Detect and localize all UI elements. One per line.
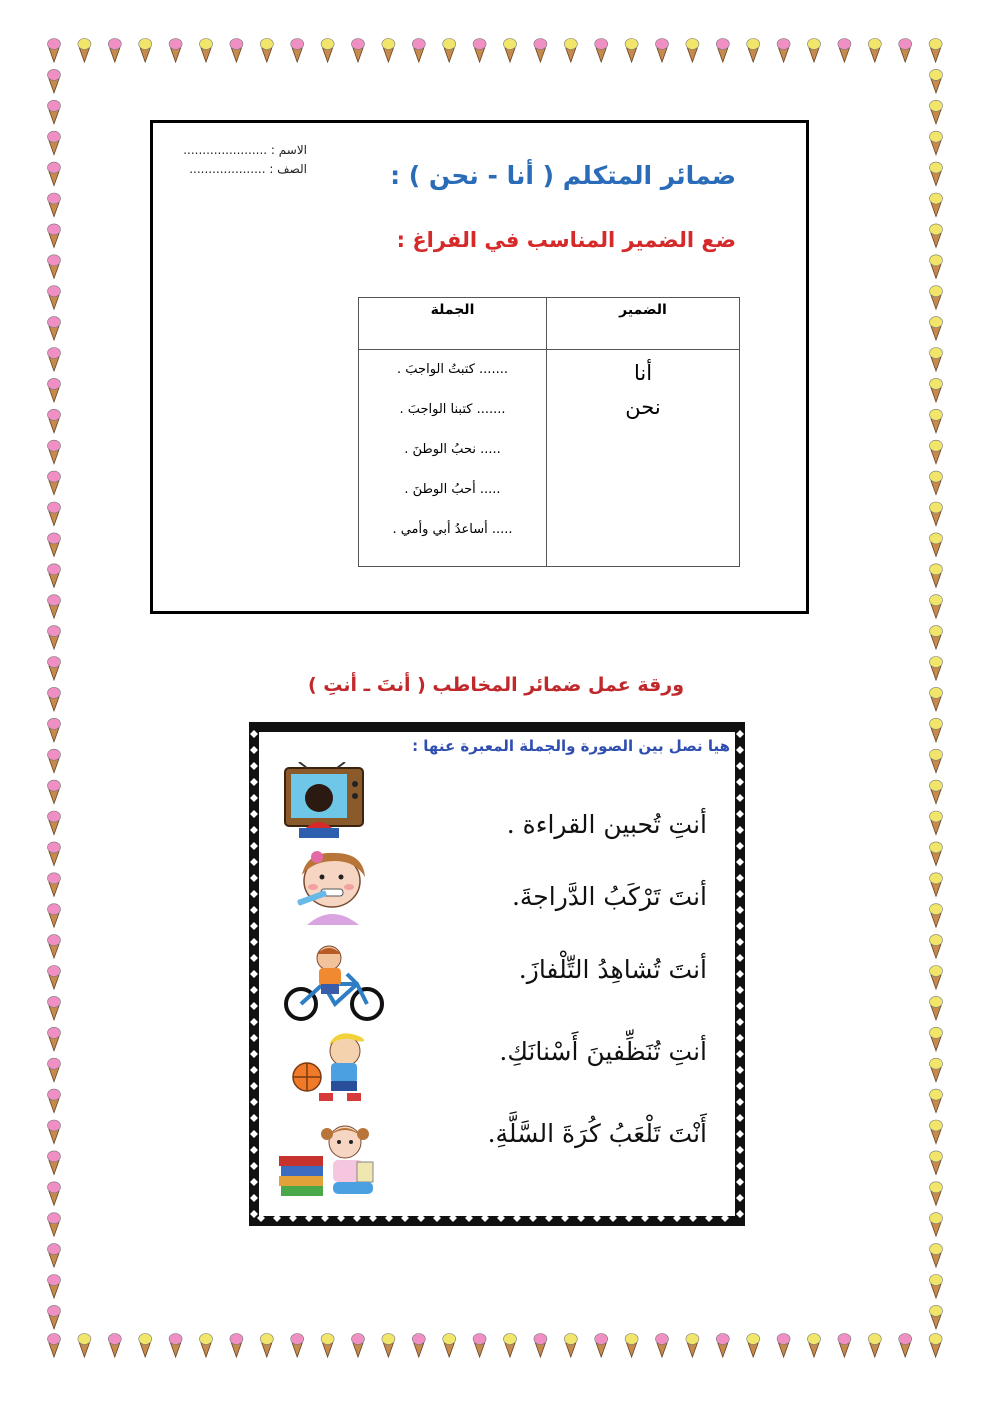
ice-cream-cone-icon	[48, 1275, 61, 1299]
ice-cream-cone-icon	[48, 255, 61, 279]
bicycle-picture	[277, 944, 392, 1022]
ice-cream-cone-icon	[716, 39, 729, 63]
ice-cream-cone-icon	[929, 1334, 942, 1358]
ice-cream-cone-icon	[930, 780, 943, 804]
ice-cream-cone-icon	[930, 255, 943, 279]
ice-cream-cone-icon	[48, 1058, 61, 1082]
ice-cream-cone-icon	[78, 39, 91, 63]
ice-cream-cone-icon	[930, 100, 943, 124]
fill-sentence: ..... نحبُ الوطنَ .	[404, 442, 501, 457]
ice-cream-cone-icon	[48, 471, 61, 495]
ice-cream-cone-icon	[930, 348, 943, 372]
ice-cream-cone-icon	[48, 1305, 61, 1329]
ice-cream-cone-icon	[260, 39, 273, 63]
ice-cream-cone-icon	[352, 39, 365, 63]
ice-cream-cone-icon	[48, 162, 61, 186]
class-field-label: الصف : ....................	[189, 162, 307, 176]
ice-cream-cone-icon	[930, 935, 943, 959]
table-body-row	[359, 350, 740, 567]
ice-cream-cone-icon	[930, 378, 943, 402]
ice-cream-cone-icon	[716, 1334, 729, 1358]
ice-cream-cone-icon	[48, 533, 61, 557]
ice-cream-cone-icon	[48, 100, 61, 124]
ice-cream-cone-icon	[321, 39, 334, 63]
ice-cream-cone-icon	[686, 39, 699, 63]
sentence-column-header: الجملة	[359, 298, 547, 350]
ice-cream-cone-icon	[808, 39, 821, 63]
ice-cream-cone-icon	[48, 966, 61, 990]
ice-cream-cone-icon	[930, 626, 943, 650]
student-info	[167, 141, 307, 179]
ice-cream-cone-icon	[504, 39, 517, 63]
name-field-label: الاسم : ......................	[183, 143, 307, 157]
ice-cream-cone-icon	[625, 1334, 638, 1358]
ice-cream-cone-icon	[930, 440, 943, 464]
ice-cream-cone-icon	[838, 1334, 851, 1358]
basketball-picture	[277, 1027, 392, 1105]
ice-cream-cone-icon	[48, 564, 61, 588]
ice-cream-cone-icon	[930, 842, 943, 866]
ice-cream-cone-icon	[930, 811, 943, 835]
worksheet2-title: ورقة عمل ضمائر المخاطب ( أنتَ ـ أنتِ )	[307, 674, 685, 696]
ice-cream-cone-icon	[808, 1334, 821, 1358]
ice-cream-cone-icon	[899, 39, 912, 63]
fill-sentence: ..... أحبُ الوطنَ .	[404, 482, 501, 497]
ice-cream-cone-icon	[534, 39, 547, 63]
worksheet1-instruction: ضع الضمير المناسب في الفراغ :	[396, 228, 736, 252]
worksheet1-title: ضمائر المتكلم ( أنا - نحن ) :	[390, 161, 736, 190]
ice-cream-cone-icon	[48, 286, 61, 310]
reading-picture	[277, 1120, 392, 1198]
match-sentence: أنتِ تُحبين القراءة .	[506, 810, 707, 839]
ice-cream-cone-icon	[595, 1334, 608, 1358]
second-person-pronouns-worksheet	[249, 722, 745, 1226]
ice-cream-cone-icon	[930, 193, 943, 217]
ice-cream-cone-icon	[352, 1334, 365, 1358]
ice-cream-cone-icon	[564, 39, 577, 63]
ice-cream-cone-icon	[595, 39, 608, 63]
ice-cream-cone-icon	[321, 1334, 334, 1358]
ice-cream-cone-icon	[48, 996, 61, 1020]
ice-cream-cone-icon	[930, 1244, 943, 1268]
ice-cream-cone-icon	[291, 1334, 304, 1358]
fill-sentence: ....... كتبتُ الواجبَ .	[397, 362, 508, 377]
ice-cream-cone-icon	[868, 39, 881, 63]
ice-cream-cone-icon	[48, 39, 61, 63]
ice-cream-cone-icon	[930, 1151, 943, 1175]
ice-cream-cone-icon	[930, 1275, 943, 1299]
ice-cream-cone-icon	[930, 502, 943, 526]
ice-cream-cone-icon	[48, 378, 61, 402]
ice-cream-cone-icon	[534, 1334, 547, 1358]
ice-cream-cone-icon	[899, 1334, 912, 1358]
tv-picture	[277, 762, 392, 840]
ice-cream-cone-icon	[48, 69, 61, 93]
ice-cream-cone-icon	[473, 1334, 486, 1358]
ice-cream-cone-icon	[48, 1027, 61, 1051]
ice-cream-cone-icon	[260, 1334, 273, 1358]
ice-cream-cone-icon	[930, 1305, 943, 1329]
ice-cream-cone-icon	[930, 1213, 943, 1237]
ice-cream-cone-icon	[930, 595, 943, 619]
ice-cream-cone-icon	[930, 873, 943, 897]
ice-cream-cone-icon	[48, 935, 61, 959]
ice-cream-cone-icon	[48, 224, 61, 248]
ice-cream-cone-icon	[48, 1182, 61, 1206]
ice-cream-cone-icon	[930, 69, 943, 93]
ice-cream-cone-icon	[200, 39, 213, 63]
ice-cream-cone-icon	[504, 1334, 517, 1358]
ice-cream-cone-icon	[48, 131, 61, 155]
table-header-row	[359, 298, 740, 350]
ice-cream-cone-icon	[169, 39, 182, 63]
ice-cream-cone-icon	[48, 780, 61, 804]
ice-cream-cone-icon	[291, 39, 304, 63]
ice-cream-cone-icon	[656, 1334, 669, 1358]
ice-cream-cone-icon	[48, 193, 61, 217]
ice-cream-cone-icon	[108, 1334, 121, 1358]
ice-cream-cone-icon	[777, 1334, 790, 1358]
ice-cream-cone-icon	[48, 904, 61, 928]
pronoun-table	[358, 297, 740, 567]
match-sentence: أنتَ تَرْكَبُ الدَّراجةَ.	[511, 882, 707, 911]
ice-cream-cone-icon	[48, 842, 61, 866]
ice-cream-cone-icon	[930, 162, 943, 186]
ice-cream-cone-icon	[78, 1334, 91, 1358]
ice-cream-cone-icon	[108, 39, 121, 63]
pronoun-cell	[547, 350, 740, 567]
ice-cream-cone-icon	[48, 440, 61, 464]
ice-cream-cone-icon	[382, 39, 395, 63]
ice-cream-cone-icon	[139, 39, 152, 63]
ice-cream-cone-icon	[412, 39, 425, 63]
ice-cream-cone-icon	[48, 1334, 61, 1358]
ice-cream-cone-icon	[443, 39, 456, 63]
ice-cream-cone-icon	[230, 1334, 243, 1358]
ice-cream-cone-icon	[48, 873, 61, 897]
ice-cream-cone-icon	[930, 1120, 943, 1144]
ice-cream-cone-icon	[930, 1182, 943, 1206]
ice-cream-cone-icon	[48, 1089, 61, 1113]
ice-cream-cone-icon	[48, 1213, 61, 1237]
ice-cream-cone-icon	[930, 904, 943, 928]
ice-cream-cone-icon	[930, 718, 943, 742]
ice-cream-cone-icon	[930, 749, 943, 773]
ice-cream-cone-icon	[930, 286, 943, 310]
ice-cream-cone-icon	[930, 224, 943, 248]
ice-cream-cone-icon	[930, 966, 943, 990]
ice-cream-cone-icon	[930, 471, 943, 495]
ice-cream-cone-icon	[930, 533, 943, 557]
ice-cream-cone-icon	[48, 1151, 61, 1175]
fill-sentence: ..... أساعدُ أبي وأمي .	[392, 522, 513, 537]
ice-cream-cone-icon	[412, 1334, 425, 1358]
ice-cream-cone-icon	[48, 595, 61, 619]
ice-cream-cone-icon	[777, 39, 790, 63]
ice-cream-cone-icon	[656, 39, 669, 63]
ice-cream-cone-icon	[48, 502, 61, 526]
ice-cream-cone-icon	[48, 1120, 61, 1144]
ice-cream-cone-icon	[230, 39, 243, 63]
ice-cream-cone-icon	[930, 996, 943, 1020]
ice-cream-cone-icon	[930, 317, 943, 341]
sentence-cell	[359, 350, 547, 567]
ice-cream-cone-icon	[443, 1334, 456, 1358]
ice-cream-cone-icon	[930, 564, 943, 588]
ice-cream-cone-icon	[200, 1334, 213, 1358]
ice-cream-cone-icon	[169, 1334, 182, 1358]
ice-cream-cone-icon	[48, 409, 61, 433]
ice-cream-cone-icon	[686, 1334, 699, 1358]
ice-cream-cone-icon	[930, 1089, 943, 1113]
ice-cream-cone-icon	[48, 811, 61, 835]
ice-cream-cone-icon	[930, 409, 943, 433]
brushing-teeth-picture	[277, 847, 392, 925]
match-sentence: أنتَ تُشاهِدُ التِّلْفازَ.	[518, 955, 707, 984]
ice-cream-cone-icon	[48, 718, 61, 742]
fill-sentence: ....... كتبنا الواجبَ .	[399, 402, 506, 417]
ice-cream-cone-icon	[838, 39, 851, 63]
match-sentence: أنتِ تُنَظِّفينَ أَسْنانَكِ.	[499, 1037, 707, 1066]
ice-cream-cone-icon	[747, 39, 760, 63]
ice-cream-cone-icon	[382, 1334, 395, 1358]
ice-cream-cone-icon	[473, 39, 486, 63]
ice-cream-cone-icon	[747, 1334, 760, 1358]
ice-cream-cone-icon	[625, 39, 638, 63]
pronoun-ana: أنا	[633, 361, 653, 385]
first-person-pronouns-worksheet	[150, 120, 809, 614]
pronoun-nahnu: نحن	[625, 395, 661, 419]
worksheet2-instruction: هيا نصل بين الصورة والجملة المعبرة عنها :	[412, 737, 730, 755]
ice-cream-cone-icon	[930, 131, 943, 155]
ice-cream-cone-icon	[564, 1334, 577, 1358]
ice-cream-cone-icon	[929, 39, 942, 63]
ice-cream-cone-icon	[139, 1334, 152, 1358]
ice-cream-cone-icon	[48, 317, 61, 341]
ice-cream-cone-icon	[48, 626, 61, 650]
ice-cream-cone-icon	[48, 1244, 61, 1268]
ice-cream-cone-icon	[868, 1334, 881, 1358]
ice-cream-cone-icon	[48, 749, 61, 773]
ice-cream-cone-icon	[930, 1027, 943, 1051]
ice-cream-cone-icon	[930, 1058, 943, 1082]
pronoun-column-header: الضمير	[547, 298, 740, 350]
match-sentence: أَنْتَ تَلْعَبُ كُرَةَ السَّلَّةِ.	[487, 1119, 707, 1148]
ice-cream-cone-icon	[48, 348, 61, 372]
